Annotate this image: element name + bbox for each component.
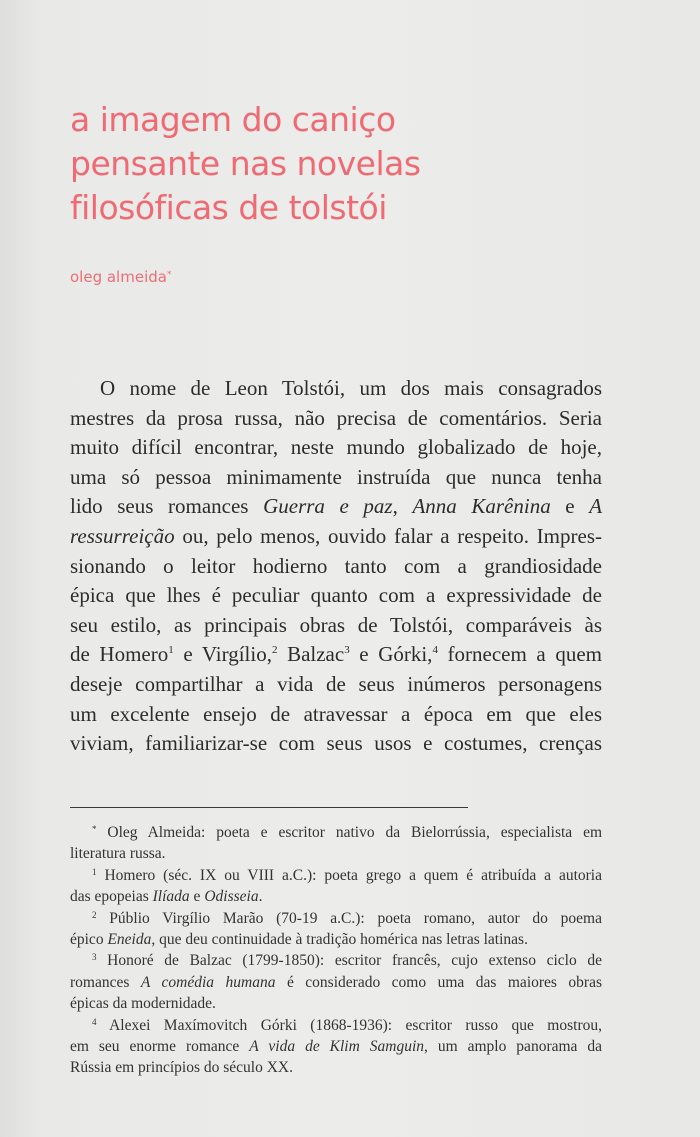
text-run: e bbox=[565, 494, 575, 519]
text-run: , um amplo panorama da bbox=[424, 1038, 603, 1056]
body-line bbox=[70, 522, 602, 552]
text-run: é considerado como uma das maiores obras bbox=[286, 973, 602, 991]
footnote-mark: 1 bbox=[92, 866, 97, 877]
footnote-divider bbox=[70, 807, 468, 808]
footnote-line bbox=[70, 1036, 602, 1057]
text-run: , bbox=[392, 494, 398, 519]
footnote-line bbox=[70, 865, 602, 886]
chapter-title bbox=[70, 98, 490, 230]
work-title: Ilíada bbox=[152, 888, 190, 906]
author-name: oleg almeida bbox=[70, 268, 167, 286]
text-run: épico bbox=[70, 931, 104, 949]
footnote-line: literatura russa. bbox=[70, 845, 166, 863]
text-run: Públio Virgílio Marão (70-19 a.C.): poeta romano, autor do poema bbox=[109, 909, 602, 927]
text-run: . bbox=[258, 888, 263, 906]
footnote-line bbox=[70, 1015, 602, 1036]
footnote-ref: 3 bbox=[344, 644, 350, 657]
footnote-line bbox=[70, 950, 602, 971]
footnote-line bbox=[70, 929, 602, 950]
text-run: romances bbox=[70, 973, 130, 991]
body-line bbox=[70, 492, 602, 522]
text-run: das epopeias bbox=[70, 888, 149, 906]
footnote-mark: * bbox=[92, 824, 97, 834]
body-line: O nome de Leon Tolstói, um dos mais consagrados bbox=[100, 376, 602, 400]
body-line: sionando o leitor hodierno tanto com a grandiosidade bbox=[70, 553, 602, 578]
footnote-mark: 3 bbox=[92, 952, 97, 963]
book-title-a-start: A bbox=[589, 494, 603, 519]
book-title-anna-karenina: Anna Karênina bbox=[412, 494, 551, 519]
text-run: e bbox=[193, 888, 201, 906]
footnote-line bbox=[70, 822, 602, 843]
footnote-line: Rússia em princípios do século XX. bbox=[70, 1059, 294, 1077]
text-run: lido seus romances bbox=[70, 494, 249, 519]
footnote-line bbox=[70, 908, 602, 929]
title-line-3: filosóficas de tolstói bbox=[70, 188, 387, 227]
work-title: Eneida bbox=[107, 931, 152, 949]
text-run: de Homero bbox=[70, 642, 169, 667]
text-run: Alexei Maxímovitch Górki (1868-1936): escritor russo que mostrou, bbox=[109, 1016, 602, 1034]
body-line: muito difícil encontrar, neste mundo globalizado de hoje, bbox=[70, 435, 602, 460]
text-run: Balzac bbox=[287, 642, 345, 667]
text-run: Honoré de Balzac (1799-1850): escritor francês, cujo extenso ciclo de bbox=[107, 952, 602, 970]
body-line: deseje compartilhar a vida de seus inúmeros personagens bbox=[70, 671, 602, 696]
footnote-ref: 1 bbox=[168, 644, 174, 657]
body-line: uma só pessoa minimamente instruída que nunca tenha bbox=[70, 464, 602, 489]
footnote-ref: 4 bbox=[432, 644, 438, 657]
body-paragraph bbox=[70, 374, 602, 759]
text-run: e Virgílio, bbox=[183, 642, 272, 667]
text-run: Homero (séc. IX ou VIII a.C.): poeta grego a quem é atribuída a autoria bbox=[104, 866, 602, 884]
work-title: Odisseia bbox=[204, 888, 259, 906]
text-run: e Górki, bbox=[359, 642, 433, 667]
footnote-mark: 4 bbox=[92, 1016, 97, 1027]
footnote-ref: 2 bbox=[271, 644, 278, 657]
author-byline bbox=[70, 268, 171, 286]
title-line-1: a imagem do caniço bbox=[70, 100, 396, 139]
body-line: viviam, familiarizar-se com seus usos e costumes, crenças bbox=[70, 731, 602, 756]
text-run: em seu enorme romance bbox=[70, 1038, 240, 1056]
book-title-ressurreicao: ressurreição bbox=[70, 523, 175, 548]
book-title-guerra-e-paz: Guerra e paz bbox=[263, 494, 393, 519]
body-line: épica que lhes é peculiar quanto com a expressividade de bbox=[70, 583, 602, 608]
body-line: mestres da prosa russa, não precisa de comentários. Seria bbox=[70, 405, 602, 430]
text-run: fornecem a quem bbox=[447, 642, 602, 667]
author-footnote-mark: * bbox=[166, 270, 172, 280]
body-line: um excelente ensejo de atravessar a época em que eles bbox=[70, 701, 602, 726]
text-run: ou, pelo menos, ouvido falar a respeito. Impres- bbox=[182, 523, 602, 548]
footnote-line bbox=[70, 972, 602, 993]
body-line: seu estilo, as principais obras de Tolstói, comparáveis às bbox=[70, 612, 602, 637]
work-title: A comédia humana bbox=[140, 973, 276, 991]
text-run: Oleg Almeida: poeta e escritor nativo da Bielorrússia, especialista em bbox=[107, 824, 603, 841]
footnote-line: épicas da modernidade. bbox=[70, 995, 216, 1013]
footnotes bbox=[70, 822, 602, 1079]
footnote-line bbox=[70, 886, 602, 907]
body-line bbox=[70, 640, 602, 670]
title-line-2: pensante nas novelas bbox=[70, 144, 421, 183]
work-title: A vida de Klim Samguin bbox=[249, 1038, 425, 1056]
text-run: , que deu continuidade à tradição homérica nas letras latinas. bbox=[151, 931, 528, 949]
footnote-mark: 2 bbox=[92, 909, 97, 920]
